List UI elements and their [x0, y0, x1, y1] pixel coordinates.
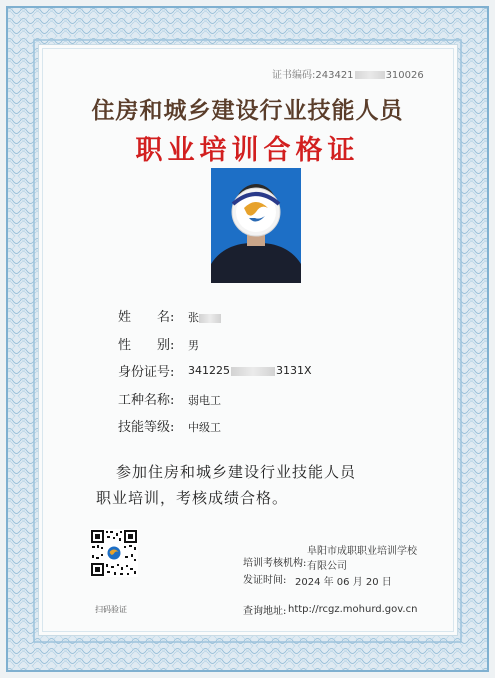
certificate-title-line2: 职业培训合格证 — [135, 135, 360, 166]
certificate-title-line1: 住房和城乡建设行业技能人员 — [91, 97, 404, 124]
qr-code-icon[interactable] — [90, 529, 138, 577]
training-org-label: 培训考核机构: — [243, 558, 307, 569]
certificate-number — [272, 66, 424, 81]
certificate-number-label: 证书编码: — [272, 70, 316, 81]
id-number-prefix: 341225 — [188, 364, 230, 377]
training-org-value-line2: 有限公司 — [307, 561, 347, 572]
training-org-value-line1: 阜阳市成职职业培训学校 — [307, 546, 417, 557]
job-title-value: 弱电工 — [188, 394, 221, 407]
certificate-number-suffix: 310026 — [385, 70, 424, 81]
certification-statement — [96, 459, 426, 511]
scan-to-verify-caption: 扫码验证 — [95, 605, 127, 614]
skill-level-label: 技能等级: — [118, 420, 175, 435]
statement-line1: 参加住房和城乡建设行业技能人员 — [116, 463, 357, 481]
person-silhouette-icon — [211, 168, 301, 283]
id-number-suffix: 3131X — [276, 364, 312, 377]
id-number-value — [188, 364, 312, 377]
issue-date-label: 发证时间: — [243, 575, 287, 586]
job-title-label: 工种名称: — [118, 393, 175, 408]
statement-line2: 职业培训，考核成绩合格。 — [96, 489, 289, 507]
redacted-block — [231, 367, 275, 376]
query-address-link[interactable]: http://rcgz.mohurd.gov.cn — [288, 604, 418, 615]
name-label: 姓 名: — [118, 310, 175, 325]
holder-photo — [211, 168, 301, 283]
redacted-block — [355, 71, 385, 79]
id-number-label: 身份证号: — [118, 365, 175, 380]
redacted-block — [199, 314, 221, 323]
issue-date-value: 2024 年 06 月 20 日 — [295, 577, 392, 588]
query-address-label: 查询地址: — [243, 606, 287, 617]
gender-label: 性 别: — [118, 338, 175, 353]
certificate-number-prefix: 243421 — [315, 70, 354, 81]
skill-level-value: 中级工 — [188, 421, 221, 434]
name-value-text: 张 — [188, 311, 199, 324]
name-value — [188, 309, 221, 325]
gender-value: 男 — [188, 339, 199, 352]
